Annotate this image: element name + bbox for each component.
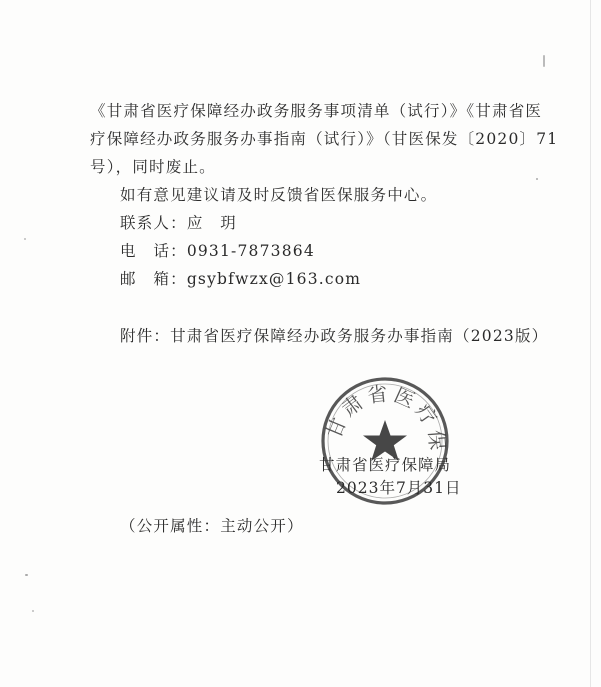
scan-mark bbox=[536, 178, 538, 180]
paragraph-line-3: 号），同时废止。 bbox=[90, 158, 216, 176]
scan-mark bbox=[543, 55, 545, 67]
contact-email-label: 邮 箱： bbox=[120, 270, 187, 288]
attachment-text: 附件：甘肃省医疗保障经办政务服务办事指南（2023版） bbox=[120, 327, 549, 345]
feedback-text: 如有意见建议请及时反馈省医保服务中心。 bbox=[120, 186, 438, 204]
contact-person-label: 联系人： bbox=[120, 214, 187, 232]
paragraph-line-2: 疗保障经办政务服务办事指南（试行）》（甘医保发〔2020〕71 bbox=[90, 130, 559, 148]
contact-person-row bbox=[120, 213, 237, 233]
scan-mark bbox=[32, 610, 34, 612]
scan-mark bbox=[24, 238, 26, 240]
paragraph-line-1: 《甘肃省医疗保障经办政务服务事项清单（试行）》《甘肃省医 bbox=[90, 102, 543, 120]
issuer-name: 甘肃省医疗保障局 bbox=[319, 456, 452, 474]
contact-email-row bbox=[120, 269, 361, 289]
contact-email-value: gsybfwzx@163.com bbox=[186, 270, 362, 288]
issue-date: 2023年7月31日 bbox=[336, 479, 462, 497]
contact-person-value: 应 玥 bbox=[186, 214, 237, 232]
contact-phone-row bbox=[120, 241, 315, 261]
disclosure-attribute: （公开属性：主动公开） bbox=[120, 517, 304, 535]
scan-mark bbox=[25, 574, 28, 576]
svg-text:甘肃省医疗保障局: 甘肃省医疗保 bbox=[321, 381, 450, 455]
contact-phone-value: 0931-7873864 bbox=[186, 242, 315, 260]
scan-mark bbox=[590, 0, 591, 687]
contact-phone-label: 电 话： bbox=[120, 242, 187, 260]
